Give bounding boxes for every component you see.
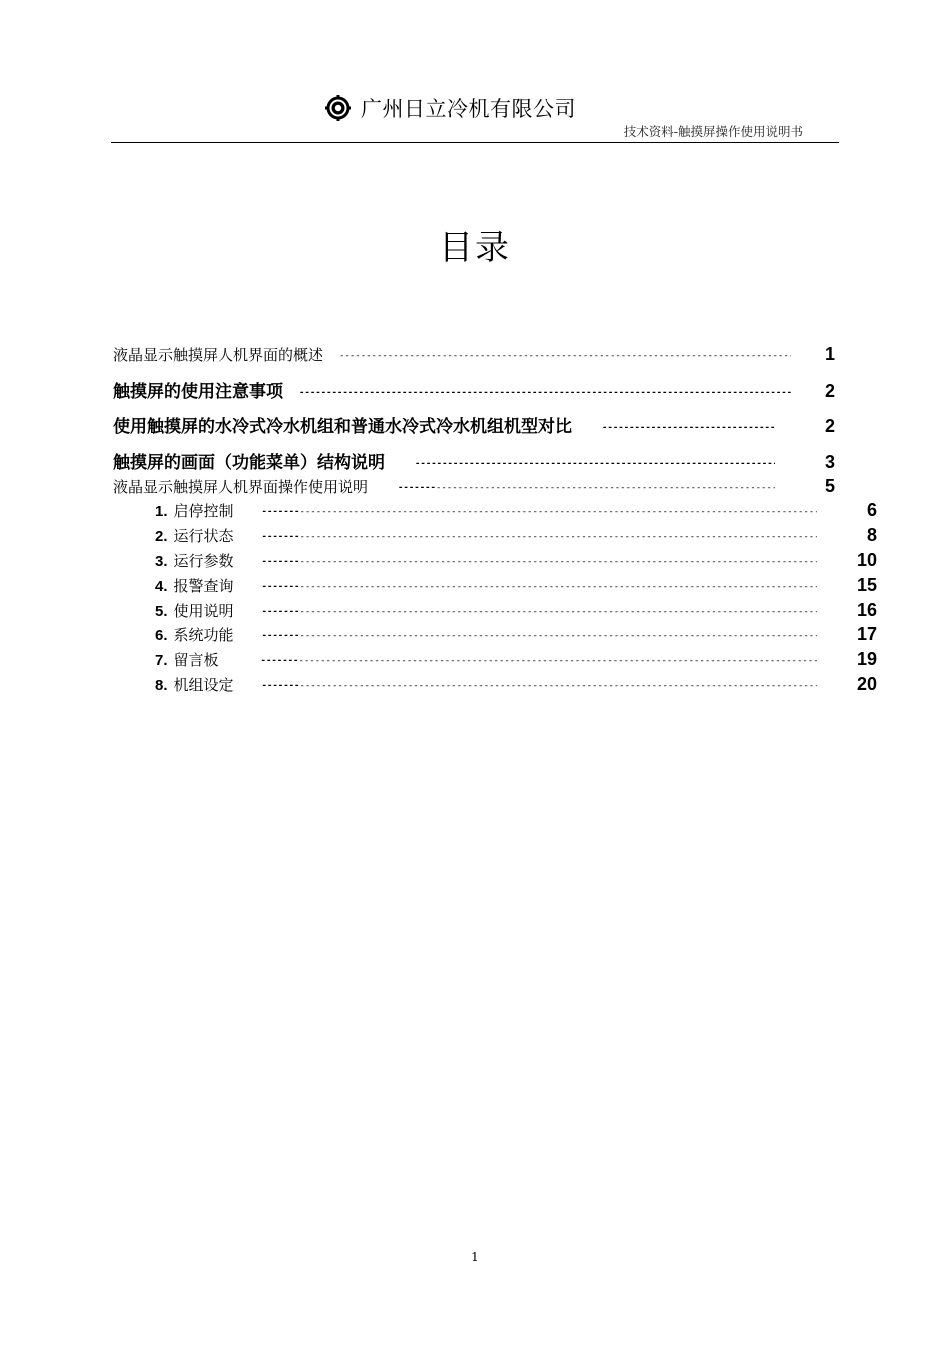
toc-entry-number: 8. [155,677,168,694]
toc-entry-label: 液晶显示触摸屏人机界面操作使用说明 [113,478,369,496]
toc-entry[interactable] [113,476,835,497]
toc-entry-page: 3 [824,452,835,472]
toc-subentry[interactable] [113,575,877,596]
toc-entry[interactable] [113,448,835,473]
toc-entry-page: 2 [824,381,835,401]
toc-leader: ----- ------- [262,681,817,691]
toc-subentry[interactable] [113,525,877,546]
toc-subentry[interactable] [113,550,877,571]
toc-entry-page: 15 [856,575,877,595]
toc-entry-label: 使用触摸屏的水冷式冷水机组和普通水冷式冷水机组机型对比 [113,417,572,437]
toc-subentry[interactable] [113,649,877,670]
toc-entry-label: 使用说明 [173,602,234,620]
toc-entry-number: 3. [155,553,168,570]
toc-entry-label: 机组设定 [173,676,234,694]
toc-entry-label: 触摸屏的画面（功能菜单）结构说明 [113,453,385,473]
hitachi-logo-icon [325,95,351,121]
toc-leader: ----- ------- [415,459,775,469]
toc-leader: ----- ------- [262,507,817,517]
toc-entry-page: 17 [856,624,877,644]
toc-entry-number: 5. [155,603,168,620]
toc-entry[interactable] [113,412,835,437]
toc-entry-page: 1 [824,344,835,364]
company-brand [325,94,576,122]
toc-leader: ----- ------- [261,656,817,666]
company-name: 广州日立冷机有限公司 [361,97,576,121]
document-subtitle: 技术资料-触摸屏操作使用说明书 [623,124,803,139]
toc-entry[interactable] [113,344,835,365]
page-number: 1 [471,1250,479,1264]
toc-entry[interactable] [113,377,835,402]
toc-leader: ----- ------- [398,483,775,493]
toc-leader: ----- ------- [299,388,791,398]
toc-entry-page: 5 [824,476,835,496]
toc-leader: ----- ------- [262,557,817,567]
toc-entry-label: 留言板 [173,651,219,669]
toc-entry-page: 19 [856,649,877,669]
toc-entry-page: 6 [866,500,877,520]
toc-leader: ----- ------- [262,582,817,592]
toc-entry-page: 16 [856,600,877,620]
toc-leader: ----- ------- [262,631,817,641]
toc-entry-label: 运行参数 [173,552,234,570]
toc-subentry[interactable] [113,624,877,645]
toc-leader: ----- ------- [262,607,817,617]
toc-entry-number: 2. [155,528,168,545]
toc-entry-label: 系统功能 [173,626,234,644]
toc-entry-label: 运行状态 [173,527,234,545]
toc-subentry[interactable] [113,674,877,695]
toc-entry-page: 20 [856,674,877,694]
toc-entry-page: 2 [824,416,835,436]
toc-subentry[interactable] [113,600,877,621]
toc-entry-page: 10 [856,550,877,570]
toc-entry-number: 1. [155,503,168,520]
toc-leader: ----- ------- [262,532,817,542]
toc-entry-label: 触摸屏的使用注意事项 [113,382,283,402]
toc-entry-label: 报警查询 [173,577,234,595]
toc-entry-number: 6. [155,627,168,644]
toc-entry-number: 7. [155,652,168,669]
toc-subentry[interactable] [113,500,877,521]
toc-title: 目录 [439,228,511,268]
toc-leader: ----- ------- [602,423,775,433]
toc-entry-label: 液晶显示触摸屏人机界面的概述 [113,346,324,364]
toc-entry-label: 启停控制 [173,502,234,520]
toc-leader [339,351,791,361]
page-header [111,90,839,143]
toc-entry-page: 8 [866,525,877,545]
toc-entry-number: 4. [155,578,168,595]
